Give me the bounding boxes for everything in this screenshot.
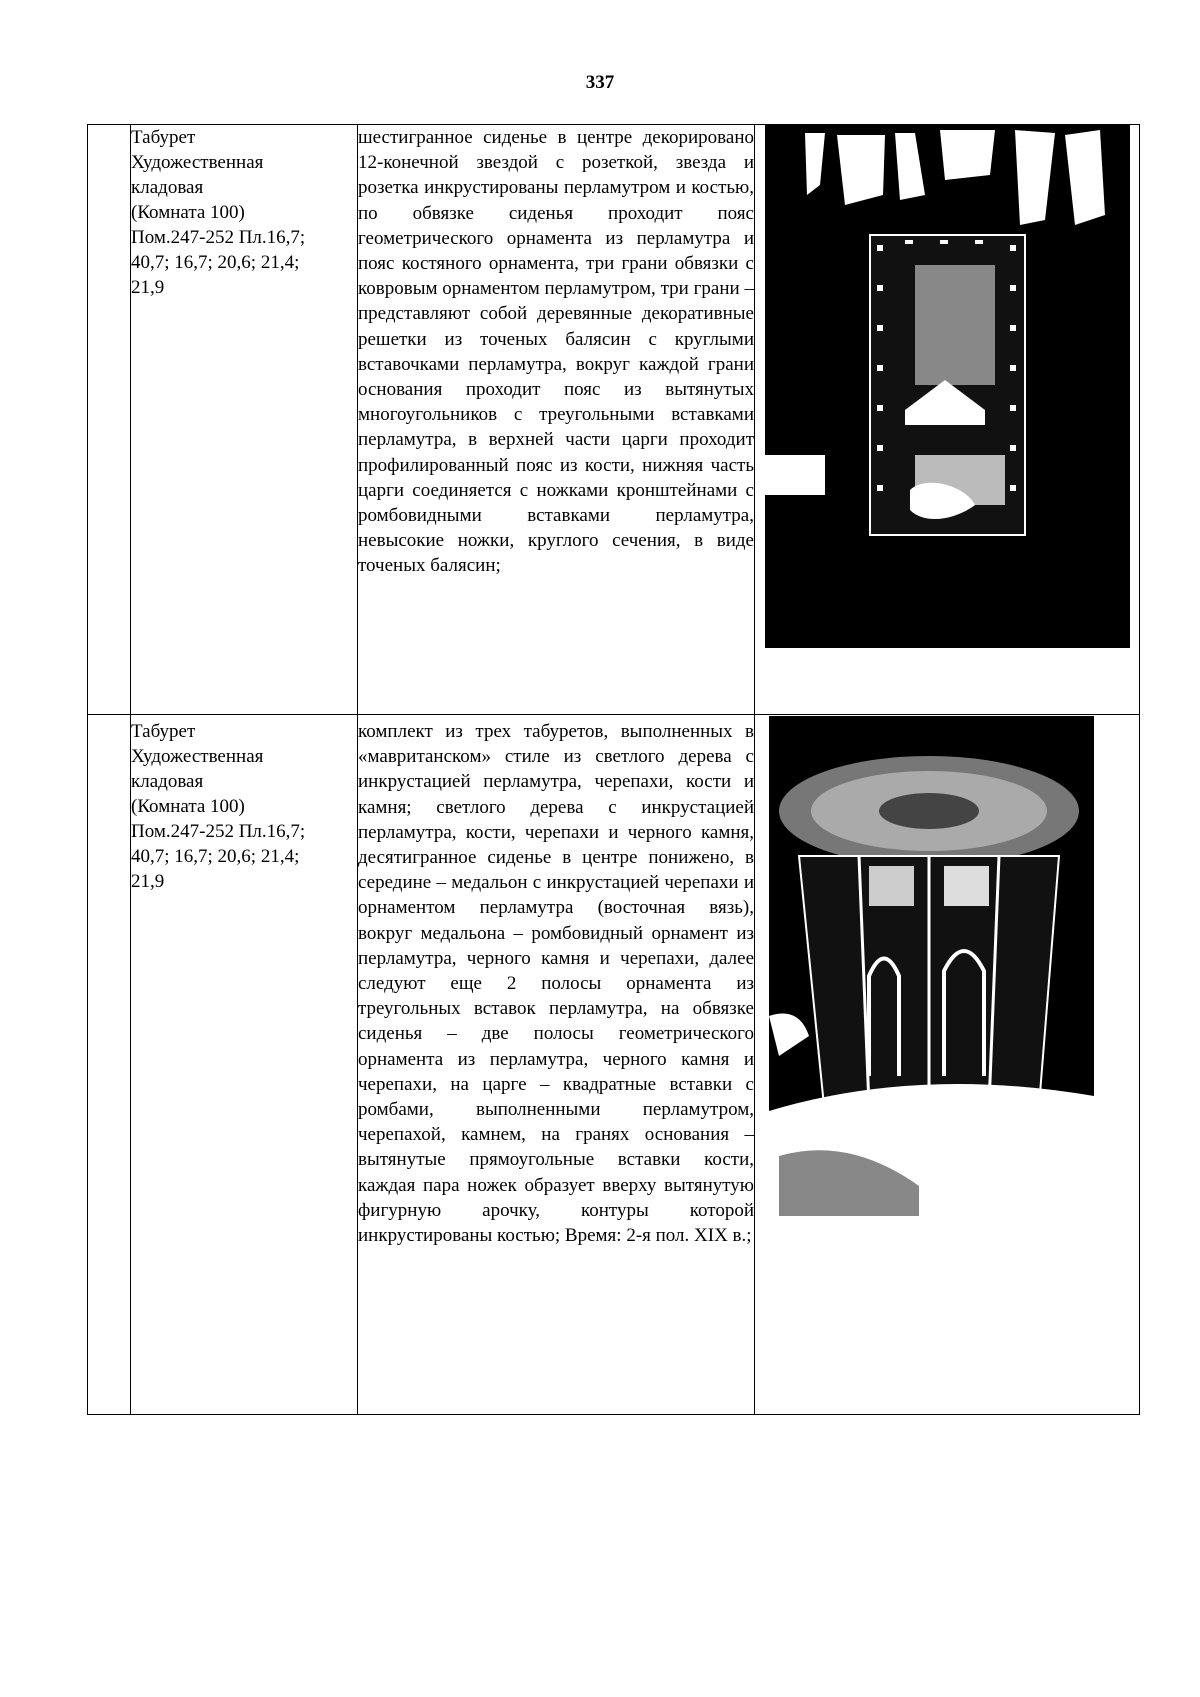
- hexagonal-stool-photo: [765, 125, 1130, 648]
- item-name-line: Табурет: [131, 721, 196, 742]
- inventory-table: [87, 124, 1140, 1415]
- room-label: (Комната: [131, 202, 206, 223]
- photo-cell: [755, 715, 1140, 1415]
- table-row: [88, 715, 1140, 1415]
- item-name-line: кладовая: [131, 177, 204, 198]
- item-name-line: Табурет: [131, 127, 196, 148]
- decagonal-stool-photo: [769, 716, 1094, 1251]
- location-line: 40,7; 16,7; 20,6; 21,4;: [131, 252, 300, 273]
- item-name-line: Художественная: [131, 152, 264, 173]
- item-name-line: кладовая: [131, 771, 204, 792]
- page-number: 337: [585, 72, 615, 93]
- room-label: (Комната: [131, 796, 206, 817]
- item-name-cell: [131, 125, 358, 715]
- item-description: шестигранное сиденье в центре декорировано 12-конечной звездой с розеткой, звезда и розетка инкрустированы перламутром и костью, по обвязке сиденья проходит пояс геометрического орнамента из перламутра и пояс костяного орнамента, три грани обвязки с ковровым орнаментом перламутром, три грани – представляют собой деревянные декоративные решетки из точеных балясин с круглыми вставочками перламутра, вокруг каждой грани основания проходит пояс из вытянутых многоугольников с треугольными вставками перламутра, в верхней части царги проходит профилированный пояс из кости, нижняя часть царги соединяется с ножками кронштейнами с ромбовидными вставками перламутра, невысокие ножки, круглого сечения, в виде точеных балясин;: [358, 125, 755, 715]
- location-line: 40,7; 16,7; 20,6; 21,4;: [131, 846, 300, 867]
- room-line: [131, 200, 357, 225]
- item-description: комплект из трех табуретов, выполненных в «мавританском» стиле из светлого дерева с инкрустацией перламутра, черепахи, кости и камня; светлого дерева с инкрустацией перламутра, кости, черепахи и черного камня, десятигранное сиденье в центре понижено, в середине – медальон с инкрустацией черепахи и орнаментом перламутра (восточная вязь), вокруг медальона – ромбовидный орнамент из перламутра, черного камня и черепахи, далее следуют еще 2 полосы орнамента из треугольных вставок перламутра, на обвязке сиденья – две полосы геометрического орнамента из перламутра, черного камня и черепахи, на царге – квадратные вставки с ромбами, выполненными перламутром, черепахой, камнем, на гранях основания – вытянутые прямоугольные вставки кости, каждая пара ножек образует вверху вытянутую фигурную арочку, контуры которой инкрустированы костью; Время: 2-я пол. XIX в.;: [358, 715, 755, 1415]
- location-line: 21,9: [131, 871, 165, 892]
- number-cell: [88, 715, 131, 1415]
- item-name-line: Художественная: [131, 746, 264, 767]
- room-number: 100): [210, 796, 245, 817]
- photo-cell: [755, 125, 1140, 715]
- location-line: 21,9: [131, 277, 165, 298]
- table-row: [88, 125, 1140, 715]
- room-line: [131, 794, 357, 819]
- room-number: 100): [210, 202, 245, 223]
- location-line: Пом.247-252 Пл.16,7;: [131, 821, 306, 842]
- number-cell: [88, 125, 131, 715]
- location-line: Пом.247-252 Пл.16,7;: [131, 227, 306, 248]
- item-name-cell: [131, 715, 358, 1415]
